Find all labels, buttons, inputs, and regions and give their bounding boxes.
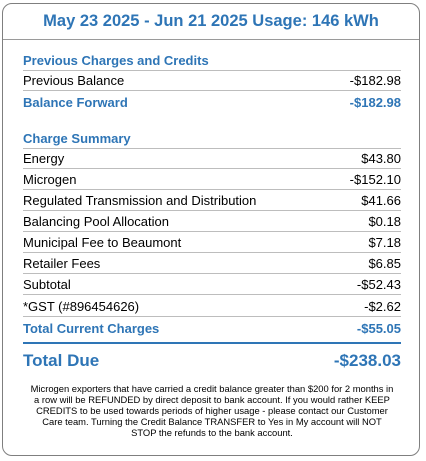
charge-row-municipal-fee xyxy=(23,232,401,253)
subtotal-row xyxy=(23,274,401,295)
total-divider xyxy=(23,342,401,344)
charge-row-balancing-pool xyxy=(23,211,401,232)
balance-forward-label: Balance Forward xyxy=(23,95,128,110)
gst-value: -$2.62 xyxy=(364,298,401,314)
charge-value: $43.80 xyxy=(361,150,401,166)
charge-value: $0.18 xyxy=(368,213,401,229)
balance-forward-row xyxy=(23,92,401,113)
total-due-value: -$238.03 xyxy=(333,351,401,370)
previous-balance-label: Previous Balance xyxy=(23,72,125,88)
total-due-label: Total Due xyxy=(23,351,100,370)
previous-balance-value: -$182.98 xyxy=(349,72,401,88)
previous-charges-heading: Previous Charges and Credits xyxy=(23,53,209,68)
microgen-refund-note: Microgen exporters that have carried a credit balance greater than $200 for 2 months in a row will be REFUNDED by direct deposit to bank account. If you would rather KEEP CREDITS to be used towards periods of higher usage - please contact our Customer Care team. Turning the Credit Balance TRANSFER to Yes in My account will NOT STOP the refunds to the bank account. xyxy=(30,383,394,438)
total-due-row xyxy=(23,348,401,374)
charge-row-microgen xyxy=(23,169,401,190)
balance-forward-value: -$182.98 xyxy=(349,95,401,110)
charge-value: $7.18 xyxy=(368,234,401,250)
billing-period-header: May 23 2025 - Jun 21 2025 Usage: 146 kWh xyxy=(3,4,419,40)
charge-row-energy xyxy=(23,148,401,169)
charge-value: -$152.10 xyxy=(349,171,401,187)
gst-label: *GST (#896454626) xyxy=(23,298,140,314)
charge-value: $41.66 xyxy=(361,192,401,208)
charge-row-transmission xyxy=(23,190,401,211)
charge-label: Microgen xyxy=(23,171,77,187)
total-current-charges-row xyxy=(23,318,401,339)
charge-label: Retailer Fees xyxy=(23,255,101,271)
charge-label: Regulated Transmission and Distribution xyxy=(23,192,257,208)
charge-label: Municipal Fee to Beaumont xyxy=(23,234,182,250)
previous-balance-row xyxy=(23,70,401,91)
charge-row-retailer-fees xyxy=(23,253,401,274)
bill-summary-card xyxy=(2,3,420,456)
charge-label: Energy xyxy=(23,150,65,166)
charge-label: Balancing Pool Allocation xyxy=(23,213,169,229)
total-current-charges-value: -$55.05 xyxy=(356,321,401,336)
total-current-charges-label: Total Current Charges xyxy=(23,321,160,336)
subtotal-value: -$52.43 xyxy=(356,276,401,292)
charge-value: $6.85 xyxy=(368,255,401,271)
gst-row xyxy=(23,296,401,317)
charge-summary-heading: Charge Summary xyxy=(23,131,131,146)
subtotal-label: Subtotal xyxy=(23,276,71,292)
